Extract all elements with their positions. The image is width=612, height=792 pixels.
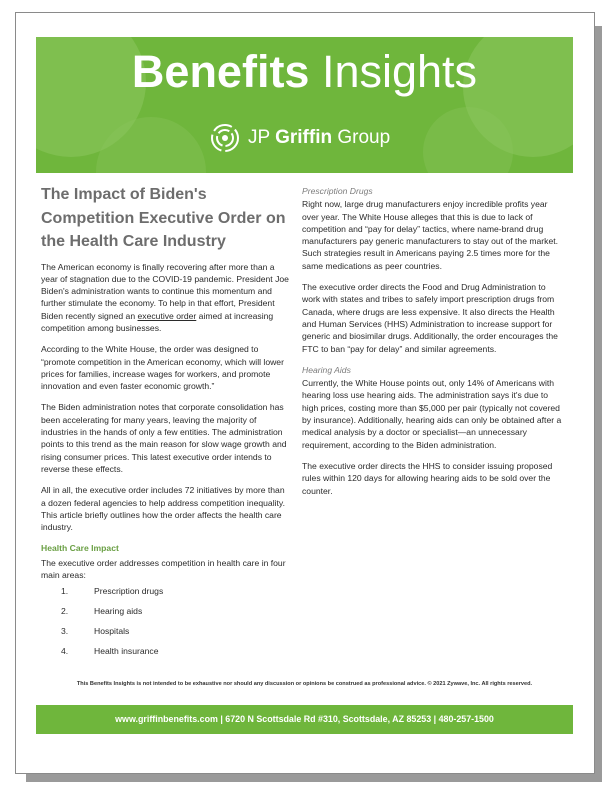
prescription-paragraph-1: Right now, large drug manufacturers enjoy incredible profits year over year. The White House alleges that this is due to lack of competition and “pay for delay” tactics, where name-brand drug manufacturers pay generic manufacturers to stay out of the market. Such strategies result in Americans paying 2.5 times more for the same medications as peer countries. <box>302 199 559 271</box>
company-logo <box>210 123 390 153</box>
paragraph-4: All in all, the executive order includes 72 initiatives by more than a dozen federal agencies to help address competition inequality. This article briefly outlines how the order affects the health care industry. <box>41 485 285 533</box>
health-care-impact-heading: Health Care Impact <box>41 543 119 554</box>
company-name: JP Griffin Group <box>248 127 391 148</box>
header-banner <box>36 37 573 173</box>
hearing-aids-paragraph-2: The executive order directs the HHS to consider issuing proposed rules within 120 days for allowing hearing aids to be sold over the counter. <box>302 460 553 496</box>
right-column <box>302 185 564 506</box>
hearing-aids-paragraph-1: Currently, the White House points out, only 14% of Americans with hearing loss use hearing aids. The administration says it's due to high prices, costing more than $5,000 per pair (typically not covered by insurance). Additionally, hearing aids can only be obtained after a medical analysis by a doctor or specialist—an unnecessary requirement, according to the Biden administration. <box>302 378 562 450</box>
paragraph-3: The Biden administration notes that corporate consolidation has been accelerating for many years, leaving the majority of industries in the hands of only a few entities. The administration points to this trend as the main reason for slow wage growth and rising consumer prices. This latest executive order intends to reverse these effects. <box>41 402 287 474</box>
paragraph-2: According to the White House, the order was designed to “promote competition in the American economy, which will lower prices for families, increase wages for workers, and promote innovation and even faster economic growth.” <box>41 344 284 392</box>
left-column <box>41 183 289 665</box>
newsletter-title: Benefits Insights <box>131 46 478 97</box>
executive-order-link[interactable]: executive order <box>137 310 197 321</box>
prescription-paragraph-2: The executive order directs the Food and Drug Administration to work with states and tribes to safely import prescription drugs from Canada, where drugs are less expensive. It also directs the Health and Human Services (HHS) Administration to increase support for generic and biosimilar drugs. Additionally, the order encourages the FTC to ban “pay for delay” and similar agreements. <box>302 282 558 354</box>
article-title: The Impact of Biden's Competition Executive Order on the Health Care Industry <box>41 186 286 250</box>
list-item: 3. Hospitals <box>61 625 130 636</box>
areas-list <box>41 585 289 664</box>
list-item: 4. Health insurance <box>61 645 159 656</box>
intro-paragraph: The American economy is finally recovering after more than a year of stagnation due to the COVID-19 pandemic. President Joe Biden's administration wants to continue this momentum and further stimulate the economy. To help in that effort, President Biden recently signed an executive order aimed at increasing competition among businesses. <box>41 261 289 333</box>
griffin-swirl-icon <box>210 123 240 153</box>
disclaimer: This Benefits Insights is not intended to be exhaustive nor should any discussion or opinions be construed as professional advice. © 2021 Zywave, Inc. All rights reserved. <box>76 681 533 687</box>
footer-bar: www.griffinbenefits.com | 6720 N Scottsdale Rd #310, Scottsdale, AZ 85253 | 480-257-1500 <box>36 705 573 734</box>
prescription-drugs-heading: Prescription Drugs <box>302 186 373 196</box>
hearing-aids-heading: Hearing Aids <box>302 364 351 375</box>
health-care-intro: The executive order addresses competition in health care in four main areas: <box>41 557 286 581</box>
list-item: 1. Prescription drugs <box>61 586 164 597</box>
document-page <box>15 12 595 774</box>
list-item: 2. Hearing aids <box>61 606 143 617</box>
